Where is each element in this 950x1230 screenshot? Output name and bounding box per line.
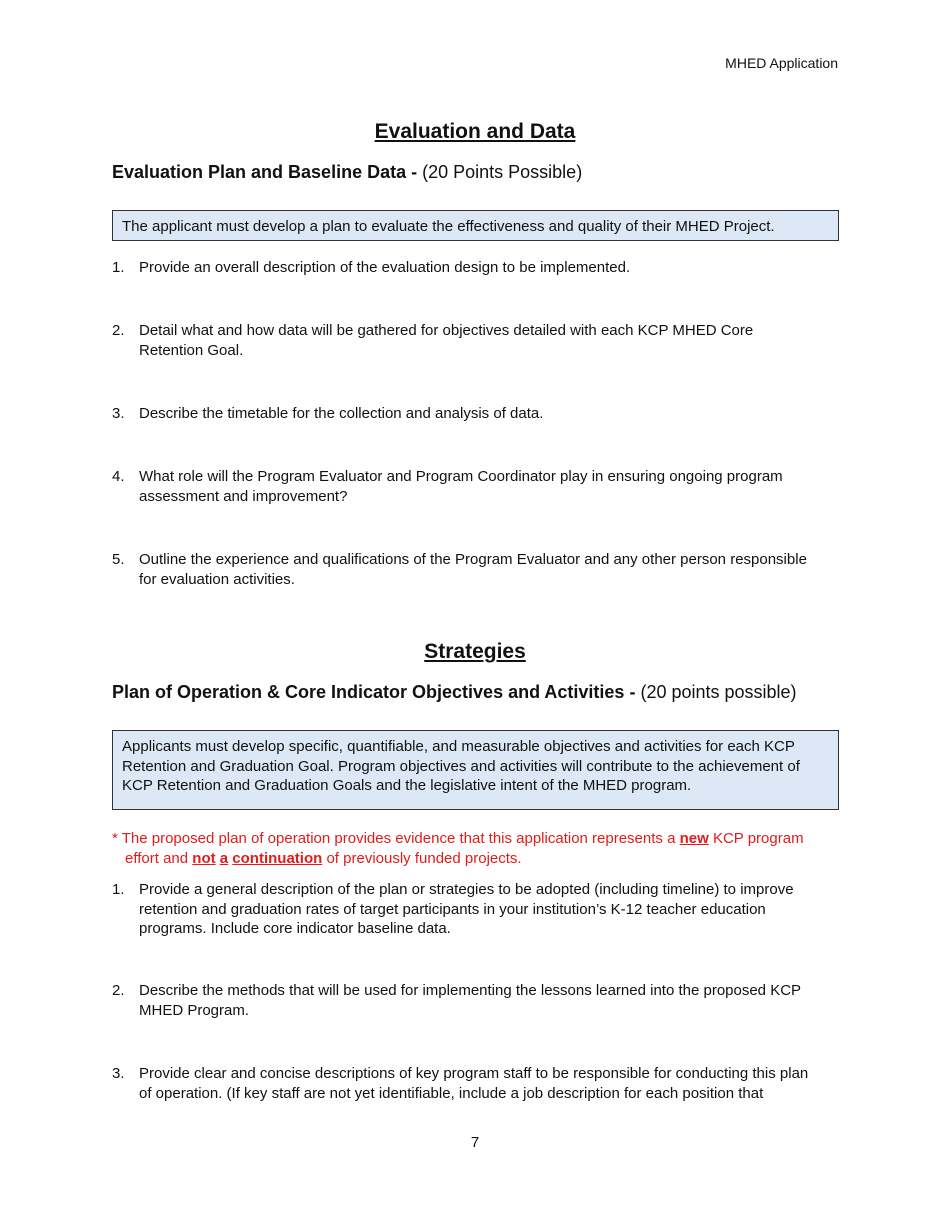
item-text-line: retention and graduation rates of target participants in your institution’s K-12 teacher education bbox=[139, 900, 766, 918]
running-header: MHED Application bbox=[725, 55, 838, 71]
item-number: 5. bbox=[112, 551, 125, 568]
strategies-points: (20 points possible) bbox=[640, 682, 797, 702]
note-emphasis-not: not bbox=[192, 849, 216, 867]
note-text: KCP program bbox=[712, 830, 804, 847]
strategies-box-line: Applicants must develop specific, quantifiable, and measurable objectives and activities for each KCP bbox=[122, 738, 795, 755]
item-number: 3. bbox=[112, 405, 125, 422]
section-title-strategies: Strategies bbox=[424, 640, 526, 663]
item-text-line: MHED Program. bbox=[139, 1001, 250, 1019]
new-program-note bbox=[112, 829, 842, 868]
item-text-line: Outline the experience and qualifications of the Program Evaluator and any other person responsible bbox=[139, 551, 807, 568]
item-number: 4. bbox=[112, 468, 125, 485]
item-text-line: Retention Goal. bbox=[139, 341, 244, 359]
strategies-subheading-label: Plan of Operation & Core Indicator Objectives and Activities - bbox=[112, 682, 636, 702]
item-number: 3. bbox=[112, 1065, 125, 1082]
item-text-line: Provide clear and concise descriptions of key program staff to be responsible for conducting this plan bbox=[139, 1065, 809, 1082]
note-text: of previously funded projects. bbox=[326, 849, 522, 867]
section-title-evaluation: Evaluation and Data bbox=[374, 120, 576, 143]
evaluation-subheading bbox=[112, 162, 582, 183]
evaluation-instruction-box bbox=[112, 210, 839, 241]
item-number: 2. bbox=[112, 322, 125, 339]
strategies-subheading bbox=[112, 682, 797, 703]
note-emphasis-a: a bbox=[219, 849, 229, 867]
item-text-line: assessment and improvement? bbox=[139, 487, 348, 505]
item-text-line: programs. Include core indicator baseline data. bbox=[139, 920, 451, 937]
note-text: * The proposed plan of operation provides evidence that this application represents a bbox=[112, 830, 676, 847]
item-text-line: for evaluation activities. bbox=[139, 570, 295, 588]
note-emphasis-new: new bbox=[679, 830, 709, 847]
evaluation-subheading-label: Evaluation Plan and Baseline Data - bbox=[112, 162, 418, 182]
item-number: 1. bbox=[112, 259, 125, 276]
item-text-line: What role will the Program Evaluator and Program Coordinator play in ensuring ongoing program bbox=[139, 468, 783, 485]
item-number: 1. bbox=[112, 881, 125, 898]
evaluation-points: (20 Points Possible) bbox=[422, 162, 583, 182]
note-emphasis-continuation: continuation bbox=[232, 849, 323, 867]
page-number: 7 bbox=[470, 1134, 480, 1151]
item-text-line: Provide an overall description of the evaluation design to be implemented. bbox=[139, 259, 631, 276]
strategies-box-line: KCP Retention and Graduation Goals and the legislative intent of the MHED program. bbox=[122, 777, 692, 794]
strategies-box-line: Retention and Graduation Goal. Program objectives and activities will contribute to the achievement of bbox=[122, 757, 800, 775]
note-text: effort and bbox=[125, 849, 189, 867]
item-text-line: Describe the methods that will be used for implementing the lessons learned into the proposed KCP bbox=[139, 982, 802, 999]
item-text-line: Detail what and how data will be gathered for objectives detailed with each KCP MHED Core bbox=[139, 322, 754, 339]
evaluation-box-text: The applicant must develop a plan to evaluate the effectiveness and quality of their MHED Project. bbox=[122, 218, 775, 235]
item-text-line: Describe the timetable for the collection and analysis of data. bbox=[139, 405, 544, 422]
strategies-instruction-box bbox=[112, 730, 839, 810]
item-text-line: Provide a general description of the plan or strategies to be adopted (including timeline) to improve bbox=[139, 881, 794, 898]
item-text-line: of operation. (If key staff are not yet identifiable, include a job description for each position that bbox=[139, 1084, 764, 1102]
item-number: 2. bbox=[112, 982, 125, 999]
